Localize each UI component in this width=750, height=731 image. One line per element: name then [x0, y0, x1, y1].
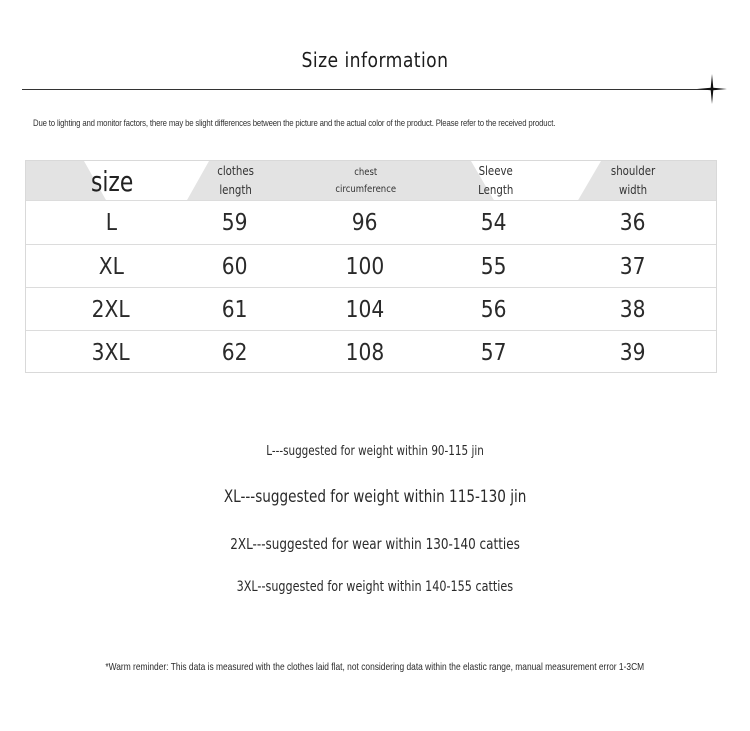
- sleeve-length-cell: 57: [481, 339, 507, 366]
- sleeve-length-cell: 55: [481, 253, 507, 280]
- suggestion-3xl: 3XL--suggested for weight within 140-155 catties: [236, 579, 514, 595]
- table-row: [26, 200, 716, 244]
- size-cell: XL: [98, 253, 124, 280]
- table-row: [26, 330, 716, 374]
- suggestion-xl: XL---suggested for weight within 115-130 jin: [223, 487, 527, 507]
- header-sleeve-length: Sleeve Length: [478, 164, 514, 197]
- size-cell: 2XL: [91, 296, 131, 323]
- chest-cell: 108: [345, 339, 385, 366]
- chest-cell: 100: [345, 253, 385, 280]
- size-cell: 3XL: [91, 339, 131, 366]
- shoulder-width-cell: 36: [620, 209, 646, 236]
- clothes-length-cell: 62: [222, 339, 248, 366]
- size-cell: L: [105, 209, 117, 236]
- clothes-length-cell: 61: [222, 296, 248, 323]
- sleeve-length-cell: 54: [481, 209, 507, 236]
- chest-cell: 96: [352, 209, 378, 236]
- header-size: size: [90, 164, 134, 198]
- suggestion-2xl: 2XL---suggested for wear within 130-140 catties: [230, 535, 520, 553]
- table-row: [26, 287, 716, 331]
- sparkle-icon: [697, 74, 727, 104]
- chest-cell: 104: [345, 296, 385, 323]
- shoulder-width-cell: 38: [620, 296, 646, 323]
- suggestion-l: L---suggested for weight within 90-115 jin: [266, 444, 484, 459]
- warm-reminder: *Warm reminder: This data is measured with the clothes laid flat, not considering data within the elastic range, manual measurement error 1-3CM: [105, 661, 645, 673]
- table-row: [26, 244, 716, 288]
- clothes-length-cell: 60: [222, 253, 248, 280]
- header-clothes-length: clothes length: [217, 164, 255, 197]
- table-header: [26, 161, 716, 201]
- header-shoulder-width: shoulder width: [611, 164, 656, 197]
- clothes-length-cell: 59: [222, 209, 248, 236]
- header-chest-circumference: chest circumference: [335, 167, 397, 195]
- shoulder-width-cell: 37: [620, 253, 646, 280]
- page-title: Size information: [301, 48, 449, 72]
- color-disclaimer: Due to lighting and monitor factors, there may be slight differences between the picture and the actual color of the product. Please refer to the received product.: [33, 118, 556, 129]
- sleeve-length-cell: 56: [481, 296, 507, 323]
- divider-line: [22, 89, 712, 90]
- size-table: [25, 160, 717, 373]
- shoulder-width-cell: 39: [620, 339, 646, 366]
